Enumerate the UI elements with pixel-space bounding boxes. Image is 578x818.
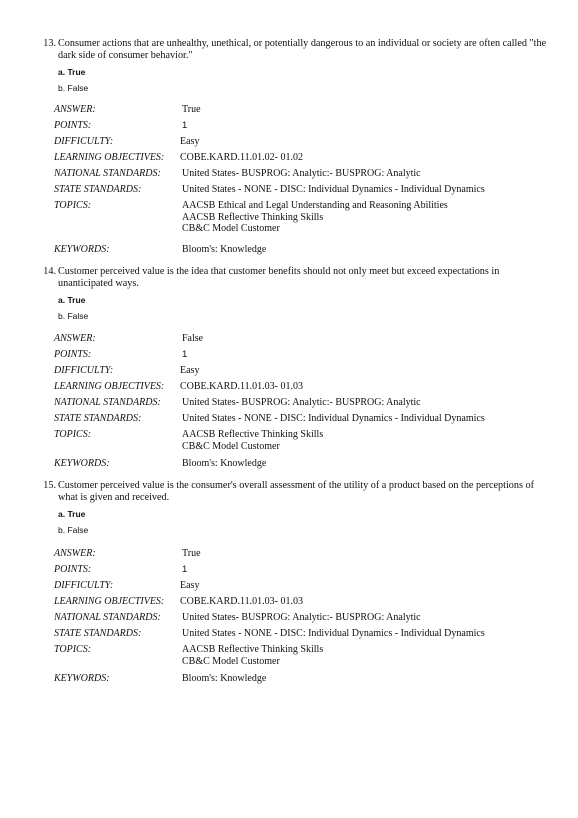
national-standards-label: NATIONAL STANDARDS: [54, 397, 161, 408]
option-a: a. True [58, 67, 86, 77]
answer-label: ANSWER: [54, 104, 96, 115]
topics-value [182, 644, 554, 667]
state-standards-label: STATE STANDARDS: [54, 628, 142, 639]
answer-value: True [182, 548, 201, 559]
national-standards-value: United States- BUSPROG: Analytic:- BUSPROG: Analytic [182, 397, 421, 408]
question-stem [40, 266, 550, 290]
topic-item: CB&C Model Customer [182, 223, 280, 234]
state-standards-value: United States - NONE - DISC: Individual Dynamics - Individual Dynamics [182, 413, 485, 424]
option-a: a. True [58, 509, 86, 519]
difficulty-value: Easy [180, 365, 200, 376]
topic-item: AACSB Reflective Thinking Skills [182, 429, 324, 440]
keywords-value: Bloom's: Knowledge [182, 673, 267, 684]
keywords-label: KEYWORDS: [54, 458, 110, 469]
option-b: b. False [58, 311, 89, 321]
option-b: b. False [58, 83, 89, 93]
question-stem [40, 480, 550, 504]
state-standards-value: United States - NONE - DISC: Individual Dynamics - Individual Dynamics [182, 184, 485, 195]
question-text: Consumer actions that are unhealthy, unethical, or potentially dangerous to an individual or society are often called "the dark side of consumer behavior." [58, 38, 547, 61]
points-label: POINTS: [54, 349, 92, 360]
answer-value: False [182, 333, 204, 344]
national-standards-value: United States- BUSPROG: Analytic:- BUSPROG: Analytic [182, 612, 421, 623]
question-text: Customer perceived value is the idea that customer benefits should not only meet but exceed expectations in unanticipated ways. [58, 266, 500, 289]
learning-objectives-value: COBE.KARD.11.01.03- 01.03 [180, 381, 303, 392]
points-label: POINTS: [54, 564, 92, 575]
state-standards-value: United States - NONE - DISC: Individual Dynamics - Individual Dynamics [182, 628, 485, 639]
learning-objectives-label: LEARNING OBJECTIVES: [54, 596, 165, 607]
topic-item: AACSB Reflective Thinking Skills [182, 211, 324, 223]
topic-item: CB&C Model Customer [182, 440, 280, 452]
question-stem [40, 38, 550, 62]
points-value: 1 [182, 349, 188, 360]
difficulty-label: DIFFICULTY: [54, 580, 114, 591]
answer-label: ANSWER: [54, 333, 96, 344]
topics-label: TOPICS: [54, 644, 92, 655]
national-standards-value: United States- BUSPROG: Analytic:- BUSPROG: Analytic [182, 168, 421, 179]
learning-objectives-value: COBE.KARD.11.01.03- 01.03 [180, 596, 303, 607]
difficulty-label: DIFFICULTY: [54, 136, 114, 147]
state-standards-label: STATE STANDARDS: [54, 184, 142, 195]
national-standards-label: NATIONAL STANDARDS: [54, 612, 161, 623]
option-a: a. True [58, 295, 86, 305]
learning-objectives-label: LEARNING OBJECTIVES: [54, 152, 165, 163]
keywords-value: Bloom's: Knowledge [182, 458, 267, 469]
option-b: b. False [58, 525, 89, 535]
question-number: 14. [43, 266, 56, 277]
difficulty-value: Easy [180, 580, 200, 591]
national-standards-label: NATIONAL STANDARDS: [54, 168, 161, 179]
topic-item: AACSB Reflective Thinking Skills [182, 644, 324, 655]
topics-label: TOPICS: [54, 200, 92, 211]
points-label: POINTS: [54, 120, 92, 131]
difficulty-label: DIFFICULTY: [54, 365, 114, 376]
keywords-label: KEYWORDS: [54, 673, 110, 684]
points-value: 1 [182, 120, 188, 131]
answer-label: ANSWER: [54, 548, 96, 559]
question-text: Customer perceived value is the consumer's overall assessment of the utility of a product based on the perceptions of what is given and received. [58, 480, 534, 503]
topics-label: TOPICS: [54, 429, 92, 440]
keywords-label: KEYWORDS: [54, 244, 110, 255]
question-number: 13. [43, 38, 56, 49]
topics-value [182, 200, 554, 235]
learning-objectives-label: LEARNING OBJECTIVES: [54, 381, 165, 392]
answer-value: True [182, 104, 201, 115]
topic-item: AACSB Ethical and Legal Understanding and Reasoning Abilities [182, 200, 448, 211]
learning-objectives-value: COBE.KARD.11.01.02- 01.02 [180, 152, 303, 163]
topics-value [182, 429, 554, 452]
question-number: 15. [43, 480, 56, 491]
keywords-value: Bloom's: Knowledge [182, 244, 267, 255]
difficulty-value: Easy [180, 136, 200, 147]
topic-item: CB&C Model Customer [182, 655, 280, 667]
points-value: 1 [182, 564, 188, 575]
state-standards-label: STATE STANDARDS: [54, 413, 142, 424]
